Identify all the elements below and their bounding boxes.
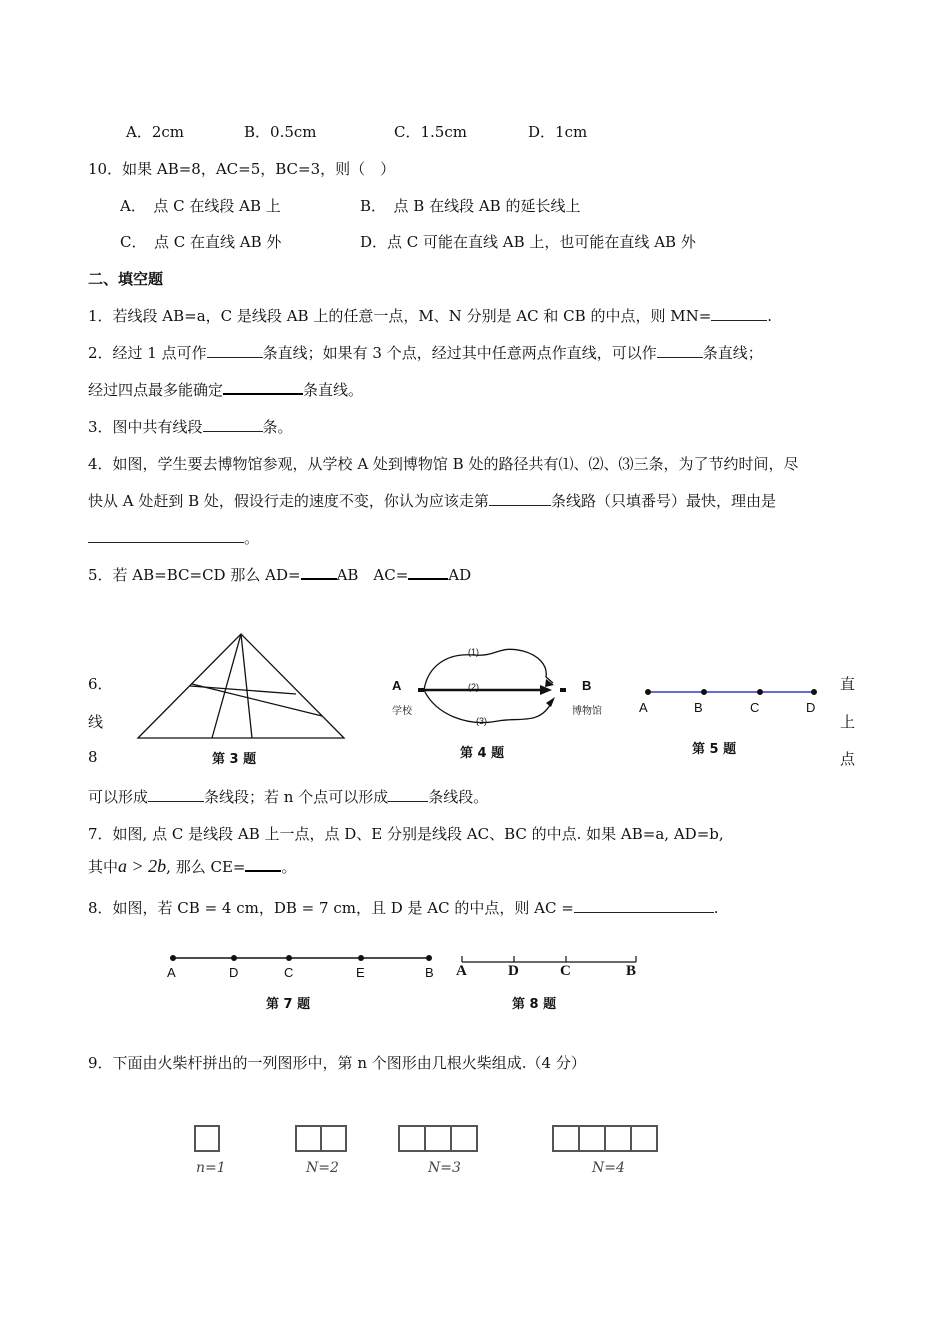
figure-3-triangle xyxy=(132,630,348,742)
match-label-1: n=1 xyxy=(196,1160,226,1176)
figure-4-museum: 博物馆 xyxy=(572,706,602,717)
fill-6-right-2: 上 xyxy=(840,713,856,731)
fill-2-text-d: 经过四点最多能确定 xyxy=(88,381,224,399)
fill-5-text-a: 5．若 AB=BC=CD 那么 AD= xyxy=(88,566,301,584)
fill-4-text-d: 。 xyxy=(244,529,260,547)
fill-4-blank-2[interactable] xyxy=(88,528,244,543)
figure-7-caption: 第 7 题 xyxy=(266,997,311,1012)
figure-4-route-1: (1) xyxy=(468,647,479,657)
figure-5-caption: 第 5 题 xyxy=(692,742,737,757)
fill-2-text-b: 条直线；如果有 3 个点，经过其中任意两点作直线，可以作 xyxy=(262,344,657,362)
fill-7-text-b: 其中 xyxy=(88,858,119,876)
fill-4-text-c: 条线路（只填番号）最快，理由是 xyxy=(550,492,776,510)
figure-7-point-d: D xyxy=(229,965,239,980)
fill-3 xyxy=(88,416,293,437)
fill-8-text-a: 8．如图，若 CB = 4 cm，DB = 7 cm，且 D 是 AC 的中点，则 AC = xyxy=(88,899,574,917)
figure-7-point-c: C xyxy=(284,965,294,980)
fill-1-blank[interactable] xyxy=(711,306,767,321)
fill-6-blank-2[interactable] xyxy=(388,787,428,802)
fill-3-text-a: 3．图中共有线段 xyxy=(88,418,203,436)
fill-5-text-b: AB AC= xyxy=(336,566,409,584)
figure-7-line xyxy=(165,950,440,970)
fill-2-blank-3[interactable] xyxy=(223,379,303,395)
fill-6-right-3: 点 xyxy=(840,750,856,768)
fill-2-blank-2[interactable] xyxy=(657,343,703,358)
fill-7-blank[interactable] xyxy=(245,856,281,872)
figure-4-a: A xyxy=(392,678,402,693)
figure-7-point-a: A xyxy=(167,965,176,980)
figure-5-point-a: A xyxy=(639,700,648,715)
figure-4-route-3: (3) xyxy=(476,716,487,726)
fill-4-line3 xyxy=(88,527,259,548)
fill-9: 9．下面由火柴杆拼出的一列图形中，第 n 个图形由几根火柴组成.（4 分） xyxy=(88,1054,586,1072)
fill-5-blank-2[interactable] xyxy=(408,564,448,580)
fill-1 xyxy=(88,305,772,326)
figure-8-point-d: D xyxy=(508,963,519,979)
fill-2-text-c: 条直线； xyxy=(702,344,763,362)
figure-8-line xyxy=(456,950,646,970)
fill-2-text-e: 条直线。 xyxy=(303,381,364,399)
fill-2-text-a: 2．经过 1 点可作 xyxy=(88,344,207,362)
figure-8-point-b: B xyxy=(626,963,637,979)
figure-5-point-b: B xyxy=(694,700,703,715)
figure-4-b: B xyxy=(582,678,592,693)
fill-6 xyxy=(88,786,488,807)
figure-4-caption: 第 4 题 xyxy=(460,746,505,761)
figure-7-point-e: E xyxy=(356,965,365,980)
option-d: D．1cm xyxy=(528,123,588,141)
section-title: 二、填空题 xyxy=(88,270,164,288)
q10-stem: 10．如果 AB=8，AC=5，BC=3，则（ ） xyxy=(88,160,396,178)
fill-6-blank-1[interactable] xyxy=(148,787,204,802)
fill-4-line2 xyxy=(88,490,776,511)
fill-8-text-b: . xyxy=(713,899,719,917)
fill-7-text-d: 。 xyxy=(281,858,297,876)
fill-6-left-3: 8 xyxy=(88,748,98,766)
fill-3-blank[interactable] xyxy=(203,417,263,432)
figure-5-line xyxy=(640,684,830,704)
fill-7-line2 xyxy=(88,856,297,877)
fill-4-text-b: 快从 A 处赶到 B 处，假设行走的速度不变，你认为应该走第 xyxy=(88,492,489,510)
figure-5-point-c: C xyxy=(750,700,760,715)
fill-6-right-1: 直 xyxy=(840,675,856,693)
fill-6-text-c: 条线段。 xyxy=(428,788,489,806)
fill-6-text-b: 条线段；若 n 个点可以形成 xyxy=(204,788,389,806)
fill-7-text-c: , 那么 CE= xyxy=(166,858,246,876)
matchstick-figures xyxy=(190,1122,665,1156)
fill-5 xyxy=(88,564,471,585)
figure-8-caption: 第 8 题 xyxy=(512,997,557,1012)
q10-option-d: D．点 C 可能在直线 AB 上，也可能在直线 AB 外 xyxy=(360,233,696,251)
fill-1-text: 1．若线段 AB=a，C 是线段 AB 上的任意一点，M、N 分别是 AC 和 CB 的中点，则 MN= xyxy=(88,307,712,325)
fill-7-line1: 7．如图, 点 C 是线段 AB 上一点，点 D、E 分别是线段 AC、BC 的中点. 如果 AB=a, AD=b, xyxy=(88,825,724,843)
q10-option-c: C． 点 C 在直线 AB 外 xyxy=(120,233,282,251)
fill-7-condition: a > 2b xyxy=(118,856,167,876)
fill-2-line2 xyxy=(88,379,363,400)
fill-6-text-a: 可以形成 xyxy=(88,788,149,806)
match-label-2: N=2 xyxy=(306,1160,339,1176)
figure-4-route-2: (2) xyxy=(468,682,479,692)
figure-7-point-b: B xyxy=(425,965,434,980)
match-label-4: N=4 xyxy=(592,1160,625,1176)
figure-8-point-a: A xyxy=(456,963,467,979)
fill-2-blank-1[interactable] xyxy=(207,343,263,358)
fill-5-blank-1[interactable] xyxy=(301,564,337,580)
figure-4-school: 学校 xyxy=(392,706,412,717)
fill-8 xyxy=(88,897,719,918)
figure-3-caption: 第 3 题 xyxy=(212,752,257,767)
q10-option-b: B． 点 B 在线段 AB 的延长线上 xyxy=(360,197,581,215)
fill-4-blank-1[interactable] xyxy=(489,491,551,506)
fill-1-end: . xyxy=(767,307,773,325)
figure-8-point-c: C xyxy=(560,963,571,979)
option-c: C．1.5cm xyxy=(394,123,467,141)
fill-6-left-2: 线 xyxy=(88,713,104,731)
fill-6-left-1: 6． xyxy=(88,675,113,693)
option-b: B．0.5cm xyxy=(244,123,317,141)
fill-5-text-c: AD xyxy=(448,566,472,584)
fill-2 xyxy=(88,342,763,363)
fill-8-blank[interactable] xyxy=(574,898,714,913)
fill-4-line1: 4．如图，学生要去博物馆参观，从学校 A 处到博物馆 B 处的路径共有⑴、⑵、⑶三条，为了节约时间，尽 xyxy=(88,455,799,473)
match-label-3: N=3 xyxy=(428,1160,461,1176)
q10-option-a: A． 点 C 在线段 AB 上 xyxy=(120,197,281,215)
fill-3-text-b: 条。 xyxy=(262,418,293,436)
option-a: A．2cm xyxy=(126,123,185,141)
figure-5-point-d: D xyxy=(806,700,816,715)
